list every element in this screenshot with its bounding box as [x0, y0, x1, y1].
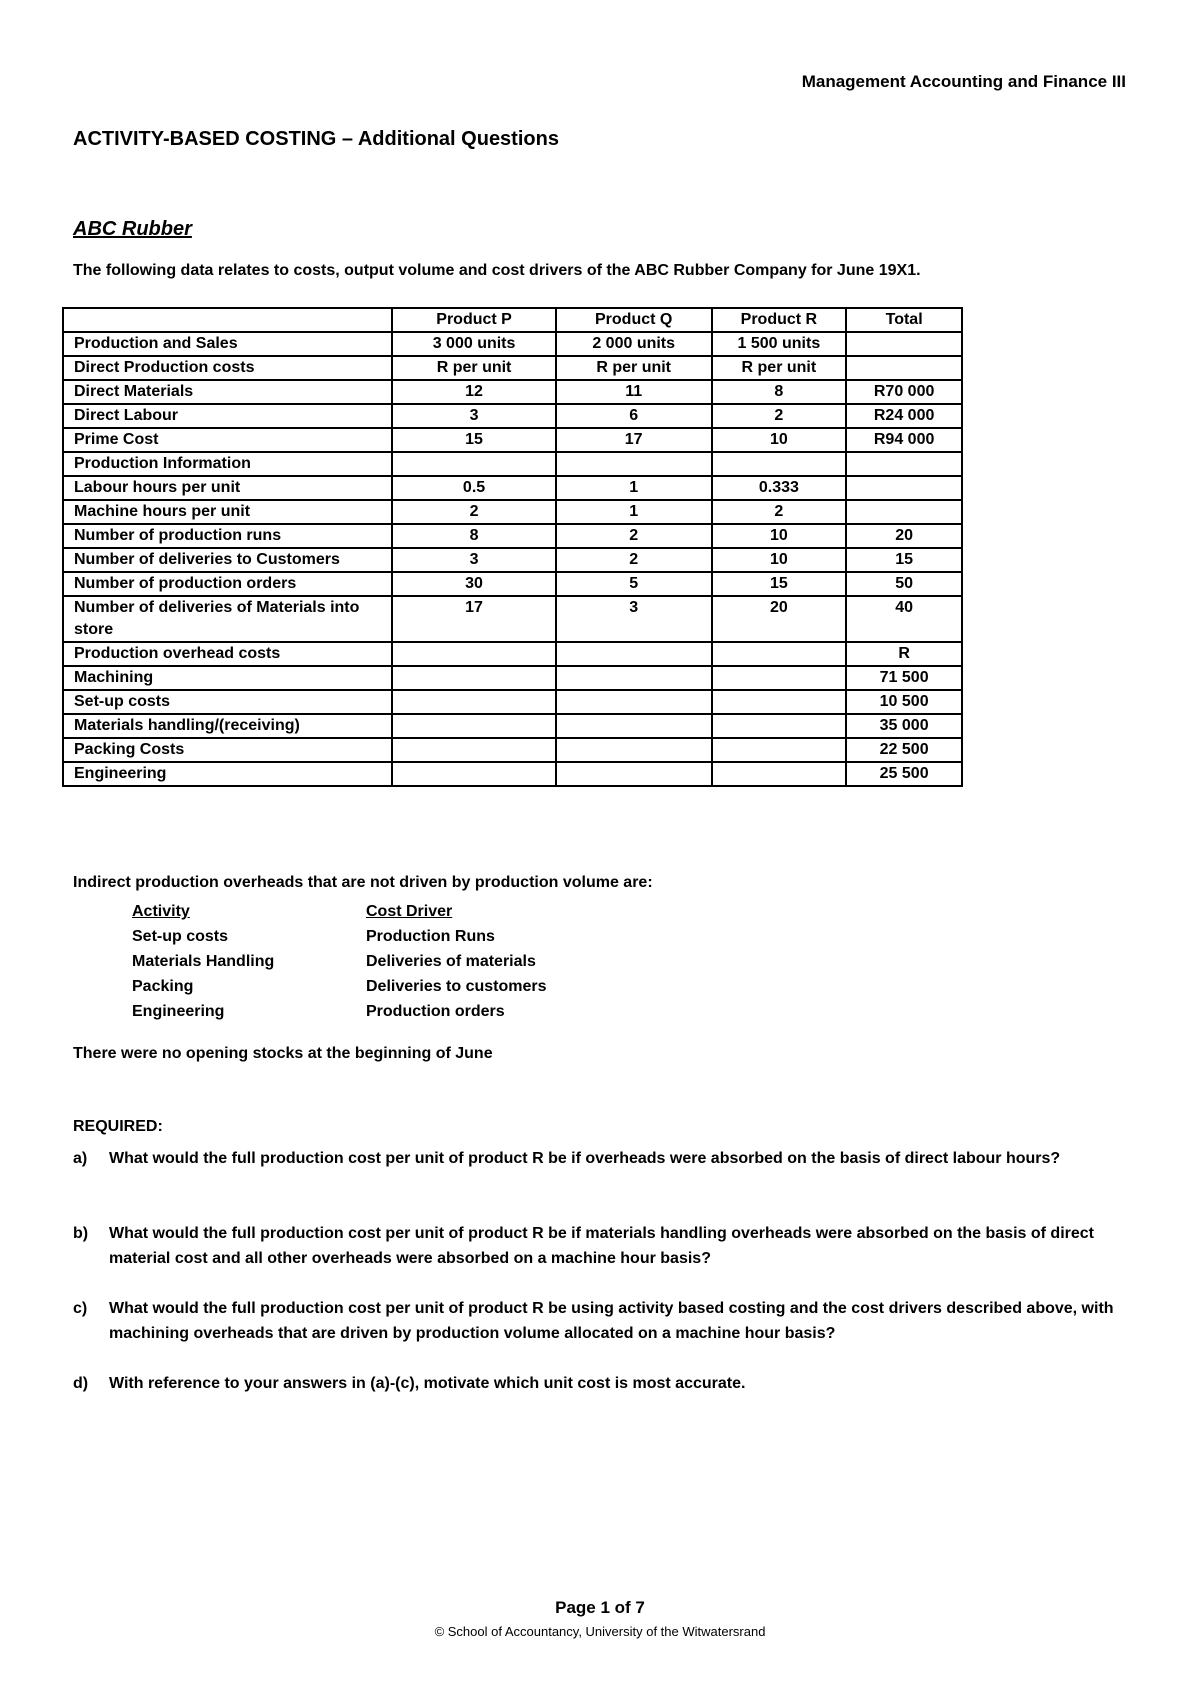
table-cell: 1 500 units: [712, 332, 847, 356]
table-cell: 50: [846, 572, 962, 596]
table-cell: [712, 762, 847, 786]
row-label: Number of production runs: [63, 524, 392, 548]
question-text: What would the full production cost per unit of product R be if overheads were absorbed on the basis of direct labour hours?: [109, 1150, 1061, 1167]
table-row: [63, 572, 962, 596]
intro-paragraph: The following data relates to costs, output volume and cost drivers of the ABC Rubber Company for June 19X1.: [73, 262, 921, 279]
table-cell: [392, 738, 556, 762]
cost-driver-column-heading: Cost Driver: [366, 903, 453, 920]
table-cell: [712, 642, 847, 666]
table-cell: 71 500: [846, 666, 962, 690]
table-header-cell: [63, 308, 392, 332]
activity-item: Set-up costs: [132, 928, 229, 945]
table-cell: 11: [556, 380, 712, 404]
row-label: Machining: [63, 666, 392, 690]
table-cell: R94 000: [846, 428, 962, 452]
row-label: Engineering: [63, 762, 392, 786]
table-cell: R per unit: [712, 356, 847, 380]
table-row: [63, 356, 962, 380]
table-cell: [392, 762, 556, 786]
table-row: [63, 476, 962, 500]
row-label: Machine hours per unit: [63, 500, 392, 524]
table-cell: 15: [846, 548, 962, 572]
table-row: [63, 548, 962, 572]
cost-driver-item: Deliveries to customers: [366, 978, 547, 995]
cost-data-table: [62, 307, 963, 787]
table-cell: 5: [556, 572, 712, 596]
table-cell: 2: [556, 548, 712, 572]
table-cell: [846, 500, 962, 524]
table-row: [63, 714, 962, 738]
row-label: Set-up costs: [63, 690, 392, 714]
question-item: [73, 1296, 1133, 1346]
table-cell: 3: [392, 548, 556, 572]
table-cell: 2: [712, 500, 847, 524]
table-row: [63, 738, 962, 762]
table-cell: 22 500: [846, 738, 962, 762]
table-row: [63, 332, 962, 356]
case-title: ABC Rubber: [73, 218, 192, 240]
table-row: [63, 452, 962, 476]
table-row: [63, 500, 962, 524]
row-label: Number of deliveries of Materials into store: [63, 596, 392, 642]
table-header-row: [63, 308, 962, 332]
table-header-cell: Total: [846, 308, 962, 332]
table-cell: [392, 452, 556, 476]
row-label: Prime Cost: [63, 428, 392, 452]
row-label: Direct Labour: [63, 404, 392, 428]
table-cell: 15: [392, 428, 556, 452]
drivers-intro: Indirect production overheads that are not driven by production volume are:: [73, 874, 653, 891]
table-header-cell: Product P: [392, 308, 556, 332]
table-cell: 0.5: [392, 476, 556, 500]
table-cell: R24 000: [846, 404, 962, 428]
table-row: [63, 690, 962, 714]
row-label: Labour hours per unit: [63, 476, 392, 500]
question-item: [73, 1221, 1133, 1271]
row-label: Production overhead costs: [63, 642, 392, 666]
cost-driver-item: Production Runs: [366, 928, 495, 945]
row-label: Production Information: [63, 452, 392, 476]
table-cell: [392, 666, 556, 690]
row-label: Direct Production costs: [63, 356, 392, 380]
table-row: [63, 762, 962, 786]
table-cell: [556, 452, 712, 476]
table-cell: 35 000: [846, 714, 962, 738]
table-cell: 0.333: [712, 476, 847, 500]
row-label: Materials handling/(receiving): [63, 714, 392, 738]
table-cell: 6: [556, 404, 712, 428]
table-cell: [846, 476, 962, 500]
row-label: Direct Materials: [63, 380, 392, 404]
question-text: What would the full production cost per unit of product R be if materials handling overheads were absorbed on the basis of direct material cost and all other overheads were absorbed on a machine hour basis?: [109, 1225, 1094, 1267]
table-cell: 20: [846, 524, 962, 548]
table-cell: 2 000 units: [556, 332, 712, 356]
table-cell: [392, 642, 556, 666]
cost-driver-item: Production orders: [366, 1003, 505, 1020]
table-cell: [846, 332, 962, 356]
table-cell: 10 500: [846, 690, 962, 714]
cost-driver-list: [132, 901, 626, 1023]
row-label: Production and Sales: [63, 332, 392, 356]
table-cell: [712, 690, 847, 714]
table-cell: 2: [392, 500, 556, 524]
table-cell: [556, 714, 712, 738]
activity-item: Materials Handling: [132, 953, 275, 970]
table-cell: 10: [712, 428, 847, 452]
table-cell: 25 500: [846, 762, 962, 786]
table-cell: 20: [712, 596, 847, 642]
table-row: [63, 524, 962, 548]
running-header: Management Accounting and Finance III: [801, 72, 1126, 91]
table-cell: 12: [392, 380, 556, 404]
table-cell: 30: [392, 572, 556, 596]
table-cell: 17: [392, 596, 556, 642]
page-number: Page 1 of 7: [555, 1598, 645, 1617]
required-heading: REQUIRED:: [73, 1118, 163, 1135]
table-cell: [556, 762, 712, 786]
activity-column-heading: Activity: [132, 903, 190, 920]
table-row: [63, 642, 962, 666]
table-header-cell: Product R: [712, 308, 847, 332]
table-header-cell: Product Q: [556, 308, 712, 332]
question-letter: b): [73, 1225, 89, 1242]
table-cell: 1: [556, 476, 712, 500]
table-row: [63, 428, 962, 452]
question-letter: a): [73, 1150, 88, 1167]
table-row: [63, 666, 962, 690]
table-row: [63, 380, 962, 404]
document-title: ACTIVITY-BASED COSTING – Additional Questions: [73, 128, 559, 150]
table-cell: [556, 690, 712, 714]
table-cell: 1: [556, 500, 712, 524]
table-cell: [556, 666, 712, 690]
table-cell: [846, 356, 962, 380]
table-cell: [392, 714, 556, 738]
table-cell: [556, 642, 712, 666]
table-cell: [556, 738, 712, 762]
table-cell: R per unit: [556, 356, 712, 380]
table-cell: [712, 714, 847, 738]
question-letter: d): [73, 1375, 89, 1392]
table-cell: 3: [392, 404, 556, 428]
activity-item: Engineering: [132, 1003, 225, 1020]
table-row: [63, 596, 962, 642]
table-cell: R: [846, 642, 962, 666]
table-row: [63, 404, 962, 428]
table-cell: [392, 690, 556, 714]
opening-stock-note: There were no opening stocks at the beginning of June: [73, 1045, 493, 1062]
table-cell: [712, 452, 847, 476]
cost-driver-item: Deliveries of materials: [366, 953, 536, 970]
table-cell: 8: [392, 524, 556, 548]
copyright-notice: © School of Accountancy, University of the Witwatersrand: [434, 1624, 766, 1639]
question-item: [73, 1371, 1133, 1396]
question-item: [73, 1146, 1133, 1171]
row-label: Number of production orders: [63, 572, 392, 596]
question-text: What would the full production cost per unit of product R be using activity based costing and the cost drivers described above, with machining overheads that are driven by production volume allocated on a machine hour basis?: [109, 1300, 1114, 1342]
table-cell: 2: [556, 524, 712, 548]
table-cell: [846, 452, 962, 476]
table-cell: [712, 738, 847, 762]
table-cell: 15: [712, 572, 847, 596]
activity-item: Packing: [132, 978, 194, 995]
table-cell: R per unit: [392, 356, 556, 380]
table-cell: 17: [556, 428, 712, 452]
question-text: With reference to your answers in (a)-(c), motivate which unit cost is most accurate.: [109, 1375, 746, 1392]
table-cell: 3 000 units: [392, 332, 556, 356]
table-cell: 10: [712, 524, 847, 548]
table-cell: R70 000: [846, 380, 962, 404]
table-cell: [712, 666, 847, 690]
question-letter: c): [73, 1300, 88, 1317]
table-cell: 8: [712, 380, 847, 404]
table-cell: 2: [712, 404, 847, 428]
row-label: Number of deliveries to Customers: [63, 548, 392, 572]
row-label: Packing Costs: [63, 738, 392, 762]
table-cell: 10: [712, 548, 847, 572]
table-cell: 40: [846, 596, 962, 642]
table-cell: 3: [556, 596, 712, 642]
